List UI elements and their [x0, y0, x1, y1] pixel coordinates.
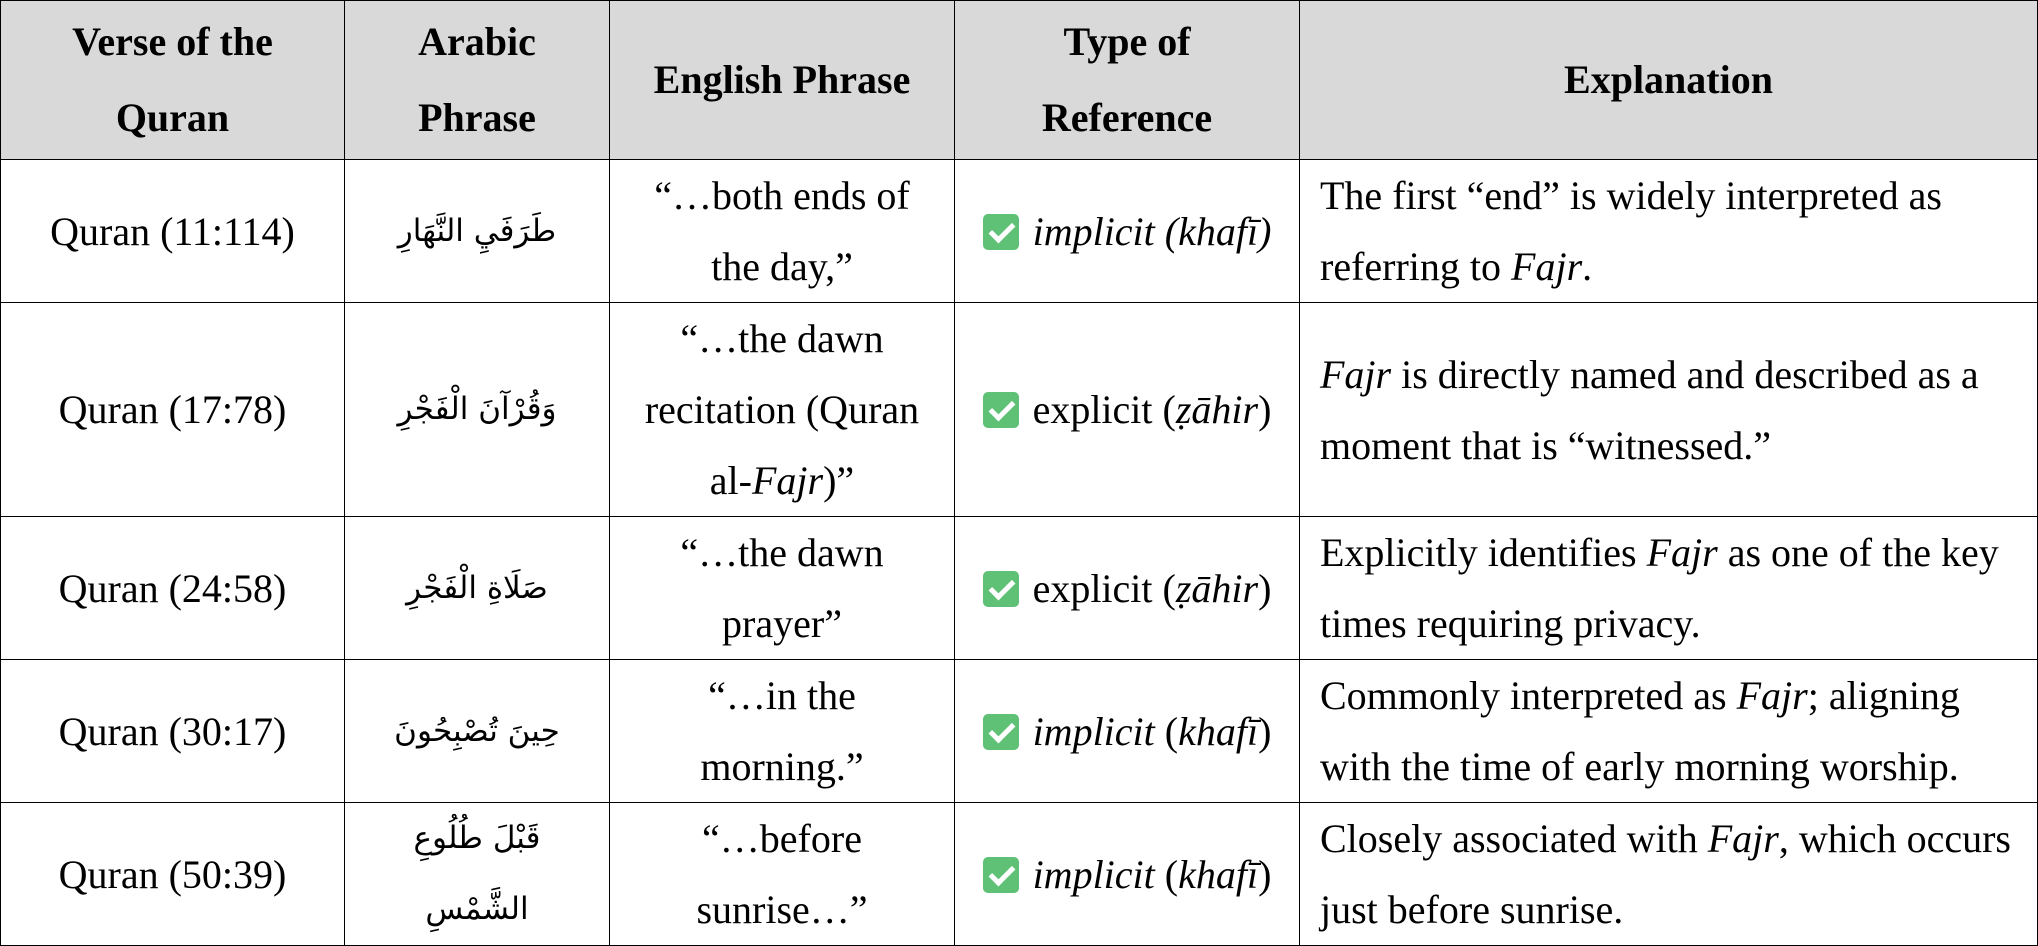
explanation-text: ; aligning with the time of early morning worship.	[1320, 673, 1960, 789]
type-cell	[955, 160, 1300, 303]
explanation-text: Commonly interpreted as	[1320, 673, 1737, 718]
header-english: English Phrase	[610, 1, 955, 160]
explanation-text: The first “end” is widely interpreted as referring to	[1320, 173, 1942, 289]
explanation-emphasis: Fajr	[1736, 673, 1808, 718]
type-label: )	[1258, 565, 1272, 611]
verse-cell: Quran (11:114)	[1, 160, 345, 303]
arabic-cell: صَلَاةِ الْفَجْرِ	[345, 517, 610, 660]
explanation-cell	[1300, 517, 2038, 660]
header-arabic: Arabic Phrase	[345, 1, 610, 160]
english-cell	[610, 303, 955, 517]
header-type: Type of Reference	[955, 1, 1300, 160]
arabic-cell: وَقُرْآنَ الْفَجْرِ	[345, 303, 610, 517]
type-term: ẓāhir	[1175, 565, 1259, 611]
explanation-emphasis: Fajr	[1707, 816, 1779, 861]
type-cell	[955, 660, 1300, 803]
type-label: implicit	[1032, 708, 1155, 754]
english-text: “…the dawn recitation (Quran al-	[644, 316, 920, 503]
type-cell	[955, 517, 1300, 660]
verse-cell: Quran (30:17)	[1, 660, 345, 803]
explanation-text: as one of the key times requiring privacy.	[1320, 530, 1999, 646]
explanation-text: , which occurs just before sunrise.	[1320, 816, 2011, 932]
type-term: khafī	[1178, 708, 1259, 754]
english-cell: “…the dawn prayer”	[610, 517, 955, 660]
type-label: )	[1258, 851, 1272, 897]
explanation-emphasis: Fajr	[1646, 530, 1718, 575]
explanation-emphasis: Fajr	[1511, 244, 1583, 289]
header-explanation: Explanation	[1300, 1, 2038, 160]
table-row	[1, 303, 2038, 517]
type-label: )	[1258, 387, 1272, 432]
type-label: )	[1258, 708, 1272, 754]
table-row	[1, 660, 2038, 803]
arabic-cell: قَبْلَ طُلُوعِ الشَّمْسِ	[345, 803, 610, 946]
check-mark-icon	[983, 714, 1019, 750]
type-cell	[955, 803, 1300, 946]
type-term: khafī	[1178, 851, 1259, 897]
check-mark-icon	[983, 857, 1019, 893]
header-row	[1, 1, 2038, 160]
verse-cell: Quran (50:39)	[1, 803, 345, 946]
explanation-text: .	[1582, 244, 1593, 289]
explanation-cell	[1300, 660, 2038, 803]
verse-cell: Quran (24:58)	[1, 517, 345, 660]
verse-cell: Quran (17:78)	[1, 303, 345, 517]
type-label: (	[1154, 851, 1179, 897]
type-label: implicit	[1032, 851, 1155, 897]
explanation-emphasis: Fajr	[1320, 351, 1392, 397]
check-mark-icon	[983, 214, 1019, 250]
explanation-text: Explicitly identifies	[1320, 530, 1647, 575]
explanation-text: Closely associated with	[1320, 816, 1708, 861]
check-mark-icon	[983, 571, 1019, 607]
english-cell: “…in the morning.”	[610, 660, 955, 803]
type-label: explicit (	[1032, 565, 1176, 611]
explanation-cell	[1300, 303, 2038, 517]
english-emphasis: Fajr	[751, 458, 824, 503]
english-text: )”	[823, 458, 855, 503]
type-term: ẓāhir	[1175, 387, 1259, 432]
header-verse: Verse of the Quran	[1, 1, 345, 160]
english-cell: “…before sunrise…”	[610, 803, 955, 946]
explanation-cell	[1300, 803, 2038, 946]
type-label: implicit (khafī)	[1032, 208, 1272, 254]
check-mark-icon	[983, 392, 1019, 428]
table-row	[1, 160, 2038, 303]
type-cell	[955, 303, 1300, 517]
type-label: explicit (	[1032, 387, 1176, 432]
english-cell: “…both ends of the day,”	[610, 160, 955, 303]
table-row	[1, 803, 2038, 946]
arabic-cell: طَرَفَيِ النَّهَارِ	[345, 160, 610, 303]
explanation-cell	[1300, 160, 2038, 303]
arabic-cell: حِينَ تُصْبِحُونَ	[345, 660, 610, 803]
explanation-text: is directly named and described as a moment that is “witnessed.”	[1320, 351, 1979, 468]
table-row	[1, 517, 2038, 660]
type-label: (	[1154, 708, 1179, 754]
